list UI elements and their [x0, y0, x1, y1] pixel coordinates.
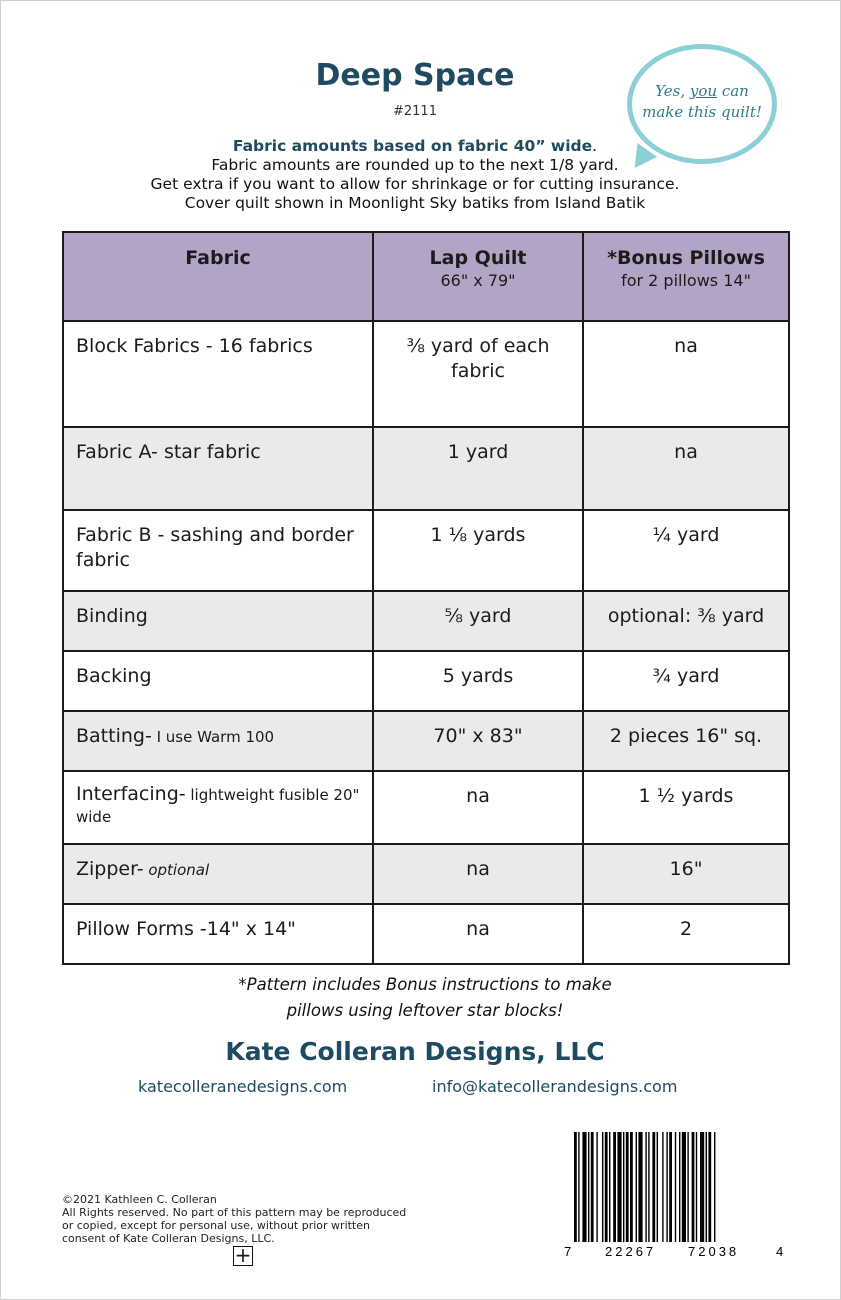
fabric-note: optional [143, 861, 210, 879]
pillow-cell: 2 [583, 904, 789, 964]
table-row [63, 591, 789, 651]
pillow-cell: 16" [583, 844, 789, 904]
website-link[interactable]: katecolleranedesigns.com [138, 1077, 348, 1096]
intro-bold: Fabric amounts based on fabric 40” wide [232, 137, 593, 155]
barcode-digit: 4 [776, 1244, 784, 1259]
bonus-note [0, 972, 841, 1024]
bubble-text: Yes, [655, 82, 690, 100]
table-row [63, 844, 789, 904]
bubble-text-underlined: you [689, 82, 718, 100]
table-row [63, 771, 789, 844]
fabric-name: Interfacing- [76, 783, 186, 805]
lap-cell: 1 yard [373, 427, 583, 510]
table-header-row [63, 232, 789, 321]
lap-cell: 70" x 83" [373, 711, 583, 771]
fabric-cell [63, 771, 373, 844]
lap-cell: 1 ⅛ yards [373, 510, 583, 591]
barcode [560, 1130, 790, 1260]
barcode-digit: 72038 [688, 1244, 740, 1259]
header-label: *Bonus Pillows [607, 247, 765, 269]
fabric-name: Batting- [76, 725, 152, 747]
pillow-cell: optional: ⅜ yard [583, 591, 789, 651]
fabric-cell [63, 651, 373, 711]
email-link[interactable]: info@katecollerandesigns.com [432, 1077, 678, 1096]
fabric-name: Backing [76, 665, 152, 687]
fabric-cell [63, 510, 373, 591]
fabric-cell [63, 904, 373, 964]
lap-cell: na [373, 844, 583, 904]
table-row [63, 321, 789, 427]
fabric-cell [63, 321, 373, 427]
intro-period: . [592, 137, 598, 155]
intro-line: Cover quilt shown in Moonlight Sky batiks from Island Batik [184, 194, 646, 212]
table-row [63, 651, 789, 711]
pillow-cell: 2 pieces 16" sq. [583, 711, 789, 771]
lap-cell: na [373, 904, 583, 964]
bubble-text: can [717, 82, 749, 100]
fabric-cell [63, 427, 373, 510]
table-row [63, 427, 789, 510]
header-label: Lap Quilt [429, 247, 527, 269]
header-label: Fabric [185, 247, 251, 269]
fabric-name: Block Fabrics - 16 fabrics [76, 335, 313, 357]
bonus-note-line: pillows using leftover star blocks! [286, 1001, 564, 1020]
table-row [63, 510, 789, 591]
fabric-note: I use Warm 100 [151, 728, 275, 746]
fabric-cell [63, 711, 373, 771]
barcode-digit: 7 [564, 1244, 572, 1259]
pattern-title: Deep Space [315, 58, 515, 93]
pillow-cell: ¼ yard [583, 510, 789, 591]
intro-line: Fabric amounts are rounded up to the next 1/8 yard. [211, 156, 619, 174]
copyright-line: ©2021 Kathleen C. Colleran [62, 1193, 217, 1206]
copyright-notice [62, 1193, 406, 1245]
lap-cell: na [373, 771, 583, 844]
pattern-code: #2111 [393, 104, 437, 119]
pillow-cell: na [583, 321, 789, 427]
pillow-cell: 1 ½ yards [583, 771, 789, 844]
header-sub: 66" x 79" [440, 271, 516, 290]
table-row [63, 904, 789, 964]
bubble-text: make this quilt! [642, 103, 762, 121]
barcode-digit: 22267 [605, 1244, 657, 1259]
header-cell [373, 232, 583, 321]
fabric-name: Fabric A- star fabric [76, 441, 261, 463]
fabric-name: Fabric B - sashing and border fabric [76, 524, 354, 571]
fabric-table [62, 231, 790, 965]
bonus-note-line: *Pattern includes Bonus instructions to make [238, 975, 612, 994]
intro-line: Get extra if you want to allow for shrinkage or for cutting insurance. [150, 175, 680, 193]
company-name: Kate Colleran Designs, LLC [225, 1037, 605, 1066]
lap-cell: 5 yards [373, 651, 583, 711]
copyright-line: All Rights reserved. No part of this pattern may be reproduced [62, 1206, 407, 1219]
speech-bubble [627, 44, 777, 164]
header-cell [583, 232, 789, 321]
pillow-cell: ¾ yard [583, 651, 789, 711]
fabric-cell [63, 591, 373, 651]
table-row [63, 711, 789, 771]
registration-mark-icon: + [234, 1243, 252, 1267]
lap-cell: ⅝ yard [373, 591, 583, 651]
copyright-line: consent of Kate Colleran Designs, LLC. [62, 1232, 275, 1245]
fabric-name: Pillow Forms -14" x 14" [76, 918, 296, 940]
pillow-cell: na [583, 427, 789, 510]
lap-cell: ⅜ yard of each fabric [373, 321, 583, 427]
fabric-name: Zipper- [76, 858, 144, 880]
copyright-line: or copied, except for personal use, without prior written [62, 1219, 370, 1232]
fabric-cell [63, 844, 373, 904]
fabric-name: Binding [76, 605, 148, 627]
header-sub: for 2 pillows 14" [621, 271, 751, 290]
fabric-note: lightweight fusible 20" wide [76, 786, 360, 826]
header-cell [63, 232, 373, 321]
